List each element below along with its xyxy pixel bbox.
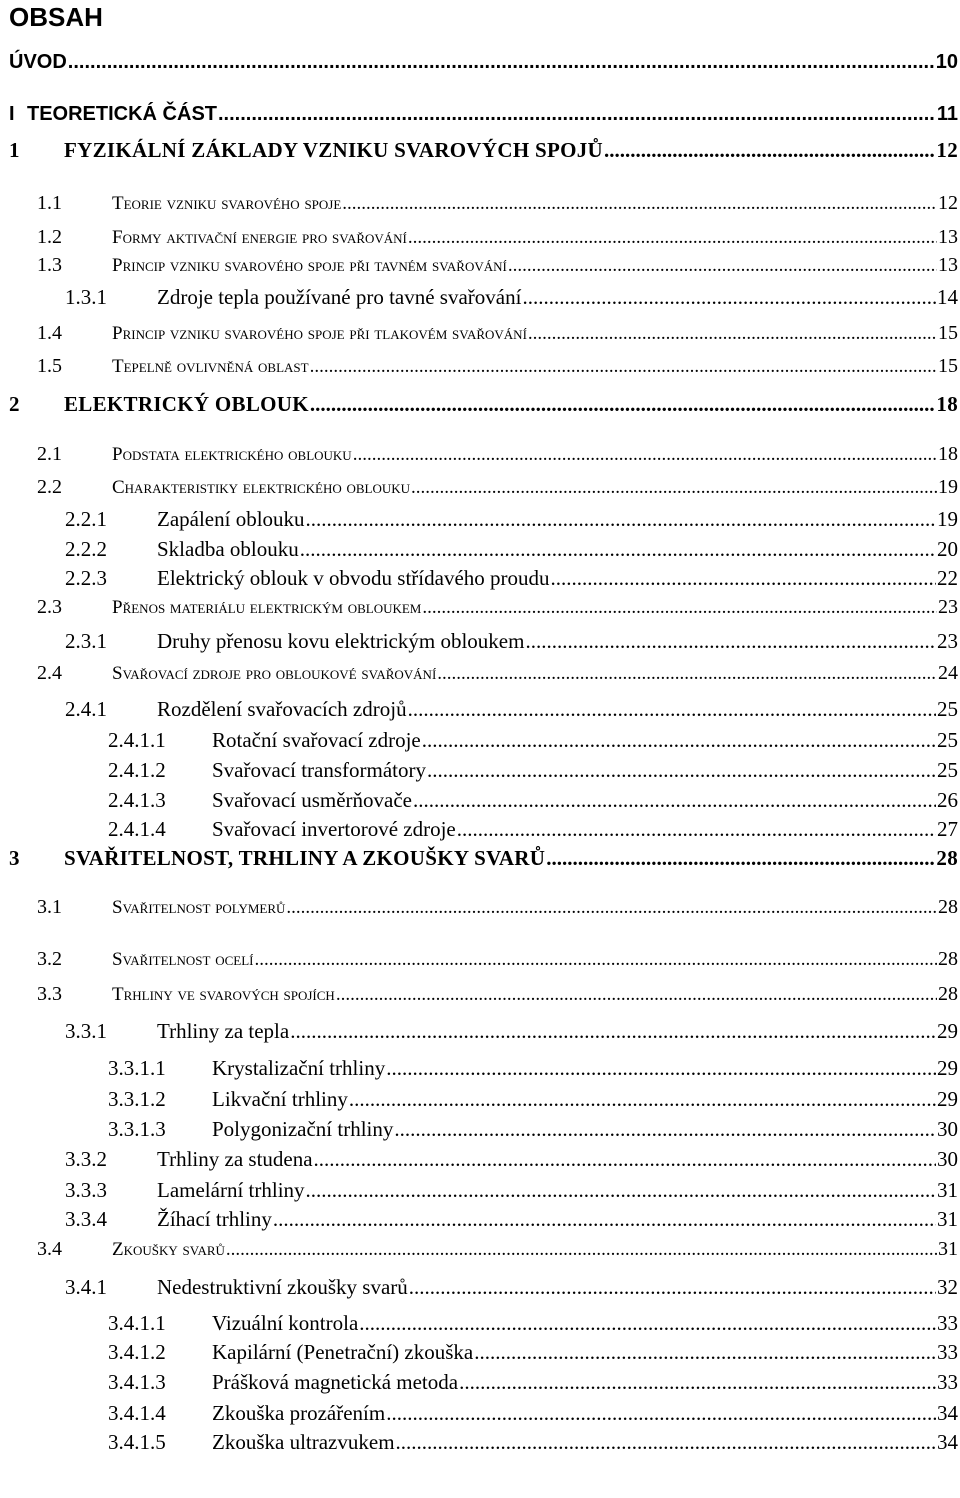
toc-entry-label: Rozdělení svařovacích zdrojů: [157, 697, 407, 721]
dot-leader: [290, 1016, 936, 1046]
toc-entry-label: Zkouška ultrazvukem: [212, 1430, 395, 1454]
toc-entry-page-number: 30: [937, 1117, 958, 1141]
toc-entry-number: 2.4.1: [65, 697, 107, 721]
toc-entry[interactable]: [0, 725, 958, 755]
toc-entry[interactable]: [0, 282, 958, 312]
toc-entry-page-number: 10: [935, 51, 958, 73]
toc-entry[interactable]: [0, 1398, 958, 1428]
toc-entry-page-number: 15: [938, 355, 958, 377]
toc-entry[interactable]: [0, 1053, 958, 1083]
toc-entry-number: 2.2.3: [65, 566, 107, 590]
toc-entry-label: Trhliny ve svarových spojích: [112, 984, 335, 1005]
toc-entry[interactable]: [0, 1144, 958, 1174]
toc-entry[interactable]: [0, 318, 958, 348]
toc-entry-page-number: 12: [938, 192, 958, 214]
toc-entry[interactable]: [0, 504, 958, 534]
toc-entry-label: Druhy přenosu kovu elektrickým obloukem: [157, 629, 525, 653]
dot-leader: [349, 1084, 936, 1114]
toc-entry-page-number: 20: [937, 537, 958, 561]
toc-entry[interactable]: [0, 250, 958, 280]
dot-leader: [411, 473, 937, 503]
toc-entry-label: Skladba oblouku: [157, 537, 299, 561]
toc-entry[interactable]: [0, 534, 958, 564]
toc-entry-label: Lamelární trhliny: [157, 1178, 305, 1202]
toc-entry[interactable]: [0, 1308, 958, 1338]
toc-entry-label: Přenos materiálu elektrickým obloukem: [112, 597, 422, 618]
toc-entry[interactable]: [0, 658, 958, 688]
dot-leader: [546, 843, 935, 873]
toc-entry-number: 3.3.1: [65, 1019, 107, 1043]
dot-leader: [359, 1308, 936, 1338]
dot-leader: [286, 893, 937, 923]
toc-entry[interactable]: [0, 1234, 958, 1264]
toc-entry-page-number: 32: [937, 1275, 958, 1299]
toc-entry-number: 3.4.1.3: [108, 1370, 166, 1394]
toc-entry-number: 3.4.1.4: [108, 1401, 166, 1425]
toc-entry-number: I: [9, 103, 15, 125]
toc-entry-label: Nedestruktivní zkoušky svarů: [157, 1275, 408, 1299]
toc-entry-label: Svařovací usměrňovače: [212, 788, 413, 812]
toc-entry-label: Likvační trhliny: [212, 1087, 348, 1111]
dot-leader: [353, 440, 937, 470]
toc-entry-label: Žíhací trhliny: [157, 1207, 272, 1231]
toc-entry[interactable]: [0, 188, 958, 218]
toc-entry-number: 3.4.1.2: [108, 1340, 166, 1364]
toc-entry-label: Zkoušky svarů: [112, 1239, 225, 1260]
dot-leader: [314, 1144, 936, 1174]
toc-entry-page-number: 28: [936, 846, 958, 870]
toc-entry[interactable]: [0, 439, 958, 469]
toc-entry-number: 2.4.1.2: [108, 758, 166, 782]
toc-entry-page-number: 29: [937, 1087, 958, 1111]
toc-entry-number: 2.2: [37, 476, 62, 498]
toc-entry-page-number: 24: [938, 662, 958, 684]
toc-entry[interactable]: [0, 892, 958, 922]
toc-entry-number: 3.4.1: [65, 1275, 107, 1299]
page-title: OBSAH: [9, 2, 103, 32]
toc-entry-label: SVAŘITELNOST, TRHLINY A ZKOUŠKY SVARŮ: [64, 846, 546, 870]
toc-entry[interactable]: [0, 785, 958, 815]
toc-entry-page-number: 28: [938, 948, 958, 970]
dot-leader: [306, 1175, 936, 1205]
dot-leader: [427, 755, 936, 785]
toc-entry-page-number: 19: [937, 507, 958, 531]
dot-leader: [422, 593, 937, 623]
toc-entry-number: 3.3.1.3: [108, 1117, 166, 1141]
toc-entry[interactable]: [0, 389, 958, 419]
toc-entry[interactable]: [0, 47, 958, 77]
dot-leader: [522, 282, 936, 312]
toc-entry-label: Trhliny za studena: [157, 1147, 313, 1171]
toc-entry-number: 2.2.2: [65, 537, 107, 561]
toc-entry-page-number: 29: [937, 1019, 958, 1043]
dot-leader: [457, 814, 936, 844]
toc-entry[interactable]: [0, 351, 958, 381]
dot-leader: [226, 1235, 937, 1265]
dot-leader: [474, 1337, 936, 1367]
toc-entry-label: ÚVOD: [9, 51, 67, 73]
toc-entry-page-number: 34: [937, 1430, 958, 1454]
toc-entry-number: 1.5: [37, 355, 62, 377]
toc-entry-page-number: 34: [937, 1401, 958, 1425]
toc-entry-label: Svařitelnost ocelí: [112, 949, 254, 970]
dot-leader: [408, 694, 936, 724]
toc-entry[interactable]: [0, 1427, 958, 1457]
dot-leader: [394, 1114, 936, 1144]
dot-leader: [310, 389, 935, 419]
toc-entry-number: 3.1: [37, 896, 62, 918]
toc-entry[interactable]: [0, 814, 958, 844]
toc-entry-number: 3.4.1.1: [108, 1311, 166, 1335]
toc-entry[interactable]: [0, 944, 958, 974]
toc-entry-number: 1: [9, 138, 20, 162]
dot-leader: [386, 1053, 936, 1083]
toc-entry-label: Zapálení oblouku: [157, 507, 305, 531]
toc-entry-number: 2.4.1.1: [108, 728, 166, 752]
toc-entry-label: Zdroje tepla používané pro tavné svařování: [157, 285, 522, 309]
toc-entry-page-number: 13: [938, 226, 958, 248]
toc-entry-label: Kapilární (Penetrační) zkouška: [212, 1340, 474, 1364]
dot-leader: [409, 1272, 936, 1302]
toc-entry[interactable]: [0, 1175, 958, 1205]
toc-entry-page-number: 18: [938, 443, 958, 465]
toc-entry-page-number: 28: [938, 983, 958, 1005]
dot-leader: [300, 534, 936, 564]
toc-entry-label: Elektrický oblouk v obvodu střídavého proudu: [157, 566, 550, 590]
toc-entry-number: 3.3.1.2: [108, 1087, 166, 1111]
toc-entry-page-number: 28: [938, 896, 958, 918]
dot-leader: [342, 189, 937, 219]
toc-entry-number: 1.3: [37, 254, 62, 276]
toc-entry-number: 1.4: [37, 322, 62, 344]
toc-entry[interactable]: [0, 1016, 958, 1046]
toc-entry-number: 2.1: [37, 443, 62, 465]
toc-entry[interactable]: [0, 592, 958, 622]
toc-entry-label: Polygonizační trhliny: [212, 1117, 394, 1141]
dot-leader: [218, 99, 936, 129]
toc-entry[interactable]: [0, 472, 958, 502]
toc-entry-number: 3.3.1.1: [108, 1056, 166, 1080]
dot-leader: [437, 659, 937, 689]
toc-entry[interactable]: [0, 1114, 958, 1144]
toc-entry[interactable]: [0, 694, 958, 724]
toc-entry-number: 1.3.1: [65, 285, 107, 309]
toc-entry-number: 3.3.2: [65, 1147, 107, 1171]
dot-leader: [459, 1367, 936, 1397]
toc-entry-label: Princip vzniku svarového spoje při tlakovém svařování: [112, 323, 527, 344]
toc-entry-number: 3.4.1.5: [108, 1430, 166, 1454]
dot-leader: [408, 223, 937, 253]
dot-leader: [422, 725, 936, 755]
toc-entry-label: Svařovací zdroje pro obloukové svařování: [112, 663, 437, 684]
toc-entry-label: Svařovací transformátory: [212, 758, 427, 782]
toc-entry-label: Tepelně ovlivněná oblast: [112, 356, 309, 377]
toc-entry-label: Rotační svařovací zdroje: [212, 728, 421, 752]
toc-entry-page-number: 25: [937, 728, 958, 752]
toc-entry-page-number: 33: [937, 1311, 958, 1335]
toc-entry-number: 3.3.3: [65, 1178, 107, 1202]
toc-entry-number: 3.3: [37, 983, 62, 1005]
toc-entry-label: Krystalizační trhliny: [212, 1056, 386, 1080]
toc-entry-label: Podstata elektrického oblouku: [112, 444, 352, 465]
toc-entry-number: 2.3: [37, 596, 62, 618]
toc-entry[interactable]: [0, 626, 958, 656]
toc-entry-page-number: 25: [937, 758, 958, 782]
dot-leader: [551, 563, 936, 593]
toc-entry-number: 2.2.1: [65, 507, 107, 531]
toc-entry[interactable]: [0, 135, 958, 165]
toc-entry-page-number: 12: [936, 138, 958, 162]
toc-entry-label: Svařovací invertorové zdroje: [212, 817, 456, 841]
toc-entry-label: Vizuální kontrola: [212, 1311, 359, 1335]
toc-entry-label: FYZIKÁLNÍ ZÁKLADY VZNIKU SVAROVÝCH SPOJŮ: [64, 138, 604, 162]
toc-entry-number: 1.2: [37, 226, 62, 248]
toc-entry-number: 3.2: [37, 948, 62, 970]
toc-entry[interactable]: [0, 1337, 958, 1367]
toc-entry-page-number: 31: [938, 1238, 958, 1260]
toc-entry-number: 2.4: [37, 662, 62, 684]
dot-leader: [508, 251, 937, 281]
toc-entry-label: Princip vzniku svarového spoje při tavném svařování: [112, 255, 507, 276]
toc-entry[interactable]: [0, 1084, 958, 1114]
toc-entry[interactable]: [0, 1367, 958, 1397]
toc-entry-page-number: 22: [937, 566, 958, 590]
dot-leader: [254, 945, 937, 975]
toc-entry[interactable]: [0, 222, 958, 252]
toc-entry-number: 2.3.1: [65, 629, 107, 653]
toc-entry-page-number: 31: [937, 1178, 958, 1202]
toc-entry-label: Zkouška prozářením: [212, 1401, 386, 1425]
toc-entry-page-number: 15: [938, 322, 958, 344]
dot-leader: [386, 1398, 936, 1428]
toc-entry-label: ELEKTRICKÝ OBLOUK: [64, 392, 309, 416]
toc-entry[interactable]: [0, 979, 958, 1009]
toc-entry-page-number: 13: [938, 254, 958, 276]
toc-entry-page-number: 14: [937, 285, 958, 309]
toc-entry-number: 3.3.4: [65, 1207, 107, 1231]
toc-entry[interactable]: [0, 1204, 958, 1234]
toc-entry-label: Charakteristiky elektrického oblouku: [112, 477, 411, 498]
dot-leader: [306, 504, 936, 534]
toc-entry[interactable]: [0, 755, 958, 785]
toc-entry-number: 2: [9, 392, 20, 416]
toc-entry-label: Prášková magnetická metoda: [212, 1370, 459, 1394]
toc-entry-page-number: 23: [937, 629, 958, 653]
toc-entry-label: Teorie vzniku svarového spoje: [112, 193, 342, 214]
dot-leader: [528, 319, 937, 349]
toc-entry[interactable]: [0, 843, 958, 873]
toc-entry-number: 2.4.1.3: [108, 788, 166, 812]
toc-entry-label: TEORETICKÁ ČÁST: [27, 103, 217, 125]
toc-entry-page-number: 11: [936, 103, 958, 125]
toc-entry-label: Svařitelnost polymerů: [112, 897, 286, 918]
toc-entry-number: 3.4: [37, 1238, 62, 1260]
toc-entry-page-number: 33: [937, 1340, 958, 1364]
dot-leader: [310, 352, 937, 382]
toc-entry-page-number: 25: [937, 697, 958, 721]
dot-leader: [68, 47, 935, 77]
toc-entry-label: Trhliny za tepla: [157, 1019, 290, 1043]
toc-entry-page-number: 31: [937, 1207, 958, 1231]
dot-leader: [396, 1427, 936, 1457]
toc-entry-page-number: 30: [937, 1147, 958, 1171]
toc-entry-label: Formy aktivační energie pro svařování: [112, 227, 407, 248]
toc-entry-page-number: 26: [937, 788, 958, 812]
dot-leader: [273, 1204, 936, 1234]
toc-entry-page-number: 19: [938, 476, 958, 498]
dot-leader: [336, 980, 937, 1010]
toc-entry-page-number: 33: [937, 1370, 958, 1394]
toc-entry-number: 2.4.1.4: [108, 817, 166, 841]
dot-leader: [525, 626, 936, 656]
toc-entry[interactable]: [0, 1272, 958, 1302]
dot-leader: [413, 785, 936, 815]
toc-entry-page-number: 23: [938, 596, 958, 618]
toc-entry-page-number: 27: [937, 817, 958, 841]
toc-entry-page-number: 18: [936, 392, 958, 416]
toc-entry[interactable]: [0, 563, 958, 593]
toc-entry-number: 3: [9, 846, 20, 870]
toc-entry[interactable]: [0, 99, 958, 129]
toc-entry-page-number: 29: [937, 1056, 958, 1080]
toc-entry-number: 1.1: [37, 192, 62, 214]
dot-leader: [604, 135, 935, 165]
